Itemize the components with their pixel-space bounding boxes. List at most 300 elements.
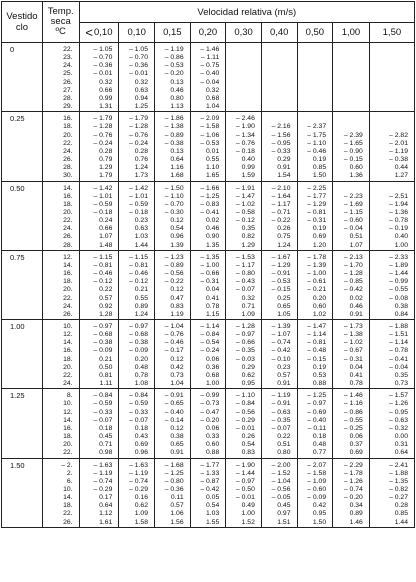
pmv-value: 0.00	[394, 433, 408, 441]
pmv-value: – 0.99	[200, 392, 220, 400]
pmv-value: 0.28	[99, 147, 113, 155]
pmv-value: 1.73	[134, 172, 148, 180]
pmv-value: – 2.37	[307, 123, 327, 131]
pmv-value: – 1.90	[235, 123, 255, 131]
pmv-value: 0.35	[394, 371, 408, 379]
pmv-value: 1.25	[134, 103, 148, 111]
pmv-value: 0.28	[134, 147, 148, 155]
pmv-value: 0.35	[241, 225, 255, 233]
pmv-column	[155, 112, 191, 181]
pmv-value: – 1.28	[93, 123, 113, 131]
pmv-value: – 0.20	[200, 416, 220, 424]
pmv-value: – 0.63	[389, 416, 408, 424]
pmv-value: 1.54	[277, 172, 291, 180]
pmv-value: 0.01	[206, 147, 220, 155]
pmv-value: – 0.41	[389, 355, 408, 363]
pmv-value: – 0.08	[389, 294, 408, 302]
pmv-column	[369, 458, 414, 527]
pmv-value: 0.31	[394, 441, 408, 449]
pmv-value: – 0.36	[129, 62, 148, 70]
pmv-value: 0.69	[349, 449, 363, 457]
pmv-value: 1.29	[241, 241, 255, 249]
pmv-value: – 1.28	[343, 270, 363, 278]
speed-header: 0,15	[155, 23, 191, 43]
pmv-value: – 0.47	[200, 408, 220, 416]
clo-value: 1.25	[2, 389, 43, 458]
pmv-value: – 0.22	[271, 217, 291, 225]
pmv-column	[155, 181, 191, 250]
pmv-value: 0.49	[241, 502, 255, 510]
temperature-value: 22.	[63, 449, 73, 457]
pmv-value: 0.12	[170, 217, 184, 225]
pmv-value: – 0.56	[235, 408, 255, 416]
pmv-value: – 1.50	[164, 184, 184, 192]
pmv-value: 1.68	[170, 172, 184, 180]
pmv-value: 0.36	[206, 363, 220, 371]
pmv-value: 1.79	[99, 172, 113, 180]
pmv-value: 1.48	[99, 241, 113, 249]
pmv-value: 0.04	[206, 286, 220, 294]
pmv-value: 0.18	[134, 424, 148, 432]
pmv-value: – 2.46	[235, 115, 255, 123]
temperature-value: 14.	[63, 416, 73, 424]
pmv-value: – 0.95	[271, 139, 291, 147]
pmv-value: – 1.02	[343, 339, 363, 347]
pmv-value: – 1.00	[307, 270, 327, 278]
pmv-value: 0.85	[312, 164, 327, 172]
pmv-value: 0.65	[170, 441, 184, 449]
pmv-value: – 0.31	[307, 217, 327, 225]
pmv-value: – 0.40	[200, 70, 220, 78]
pmv-value: 1.11	[99, 380, 113, 388]
pmv-value: – 2.09	[200, 115, 220, 123]
temperature-value: 8.	[66, 392, 73, 400]
pmv-value: – 0.40	[164, 408, 184, 416]
pmv-value: – 0.33	[271, 147, 291, 155]
temperature-value: 16.	[63, 347, 73, 355]
pmv-value: – 0.91	[271, 400, 291, 408]
pmv-value: – 2.51	[389, 192, 408, 200]
clo-group-row	[2, 181, 415, 250]
pmv-value: – 0.90	[343, 147, 363, 155]
pmv-value: – 1.04	[271, 477, 291, 485]
pmv-value: – 1.90	[235, 461, 255, 469]
pmv-value: 0.83	[170, 302, 184, 310]
temp-header: Temp. seca ºC	[42, 2, 79, 43]
pmv-value: 0.68	[206, 371, 220, 379]
pmv-value: – 0.46	[307, 147, 327, 155]
temperature-value: 18.	[63, 123, 73, 131]
pmv-value: 0.88	[206, 449, 220, 457]
pmv-value: 0.13	[170, 147, 184, 155]
pmv-column	[119, 181, 155, 250]
pmv-value: – 1.19	[93, 469, 113, 477]
temperature-value: 14.	[63, 261, 73, 269]
temperature-value: 10.	[63, 323, 73, 330]
pmv-value: – 0.36	[93, 62, 113, 70]
pmv-value: – 0.95	[389, 408, 408, 416]
pmv-column	[226, 250, 262, 319]
pmv-value: 0.99	[99, 94, 113, 102]
pmv-value: 0.91	[277, 380, 291, 388]
temperature-value: 18.	[63, 278, 73, 286]
pmv-value: – 1.28	[129, 123, 148, 131]
pmv-value: – 0.74	[343, 485, 363, 493]
pmv-value: 0.46	[170, 86, 184, 94]
pmv-value: 0.46	[206, 225, 220, 233]
pmv-value: 0.57	[277, 371, 291, 379]
pmv-value: – 1.78	[343, 469, 363, 477]
pmv-value: 1.28	[99, 310, 113, 318]
pmv-value: – 1.01	[129, 192, 148, 200]
pmv-value: – 0.46	[129, 270, 148, 278]
temperature-value: 18.	[63, 200, 73, 208]
pmv-value: – 1.23	[164, 253, 184, 261]
pmv-value: 1.58	[134, 518, 148, 526]
pmv-column	[333, 458, 370, 527]
pmv-value: – 1.14	[307, 331, 327, 339]
pmv-value: – 0.56	[271, 485, 291, 493]
pmv-value: 0.83	[241, 449, 255, 457]
pmv-value: – 1.35	[200, 253, 220, 261]
pmv-column	[155, 250, 191, 319]
pmv-value: – 2.25	[307, 184, 327, 192]
pmv-value: 0.44	[394, 164, 408, 172]
pmv-value: – 1.19	[164, 46, 184, 53]
pmv-value: 0.29	[241, 363, 255, 371]
pmv-value: 0.23	[134, 217, 148, 225]
pmv-value: – 0.73	[200, 400, 220, 408]
pmv-value: 0.95	[312, 510, 327, 518]
pmv-value: 0.46	[349, 302, 363, 310]
pmv-value: – 1.11	[200, 54, 220, 62]
pmv-value: – 0.22	[164, 278, 184, 286]
pmv-value: – 0.15	[343, 156, 363, 164]
pmv-column	[333, 320, 370, 389]
pmv-value: 1.19	[170, 310, 184, 318]
pmv-value: – 1.63	[129, 461, 148, 469]
pmv-value: – 0.65	[164, 400, 184, 408]
pmv-column	[190, 458, 226, 527]
pmv-value: – 1.19	[129, 469, 148, 477]
pmv-column	[119, 389, 155, 458]
pmv-value: – 0.18	[93, 208, 113, 216]
pmv-value: – 2.10	[271, 184, 291, 192]
speed-header: 0,30	[226, 23, 262, 43]
pmv-column	[333, 112, 370, 181]
speed-header: <0,10	[79, 23, 119, 43]
temperature-value: 16.	[63, 270, 73, 278]
pmv-value: – 0.59	[93, 200, 113, 208]
pmv-value: 0.92	[99, 302, 113, 310]
pmv-value: – 0.84	[129, 392, 148, 400]
pmv-value: 1.07	[349, 241, 363, 249]
pmv-value: – 0.86	[343, 408, 363, 416]
pmv-value: – 1.88	[389, 323, 408, 330]
pmv-column	[333, 43, 370, 112]
pmv-value: – 0.97	[93, 323, 113, 330]
pmv-value: – 1.44	[235, 469, 255, 477]
clo-value: 0.25	[2, 112, 43, 181]
pmv-value: – 0.91	[271, 270, 291, 278]
pmv-value: – 1.17	[235, 261, 255, 269]
pmv-column	[369, 389, 414, 458]
pmv-value: 0.22	[99, 286, 113, 294]
pmv-value: – 1.77	[200, 461, 220, 469]
pmv-value: 0.29	[277, 156, 291, 164]
pmv-value: – 0.20	[343, 494, 363, 502]
temperature-value: 12.	[63, 331, 73, 339]
temperature-value: 22.	[63, 139, 73, 147]
pmv-value: 0.13	[170, 78, 184, 86]
pmv-value: 0.06	[349, 433, 363, 441]
pmv-column	[261, 458, 297, 527]
pmv-value: – 0.20	[164, 70, 184, 78]
pmv-value: – 0.42	[343, 286, 363, 294]
temperature-value: 22.	[63, 46, 73, 53]
pmv-value: – 1.10	[164, 192, 184, 200]
pmv-value: – 0.01	[93, 70, 113, 78]
pmv-value: – 0.04	[200, 78, 220, 86]
pmv-value: 1.46	[349, 518, 363, 526]
pmv-value: – 0.15	[307, 355, 327, 363]
pmv-value: – 0.31	[200, 278, 220, 286]
pmv-value: – 1.25	[164, 469, 184, 477]
pmv-value: – 1.52	[271, 469, 291, 477]
temperature-value: 28.	[63, 241, 73, 249]
pmv-value: – 0.89	[164, 261, 184, 269]
pmv-value: – 0.97	[307, 400, 327, 408]
pmv-value: 0.94	[134, 94, 148, 102]
clo-group-row	[2, 43, 415, 112]
pmv-value: – 1.79	[129, 115, 148, 123]
pmv-value: 0.63	[134, 86, 148, 94]
pmv-value: – 0.03	[235, 355, 255, 363]
pmv-column	[226, 389, 262, 458]
pmv-value: – 1.77	[307, 192, 327, 200]
temperature-value: 22.	[63, 371, 73, 379]
pmv-value: – 0.87	[200, 477, 220, 485]
pmv-value: – 1.26	[389, 400, 408, 408]
pmv-value: 0.85	[394, 510, 408, 518]
pmv-value: 0.21	[99, 355, 113, 363]
temperature-value: 10.	[63, 400, 73, 408]
pmv-value: – 0.70	[93, 54, 113, 62]
pmv-value: 0.69	[134, 441, 148, 449]
pmv-value: 1.24	[277, 241, 291, 249]
clo-value: 1.00	[2, 320, 43, 389]
pmv-value: – 0.24	[200, 347, 220, 355]
temperature-value: 10.	[63, 485, 73, 493]
pmv-column	[369, 112, 414, 181]
pmv-value: – 0.80	[164, 477, 184, 485]
pmv-value: – 1.19	[271, 392, 291, 400]
pmv-value: – 1.10	[307, 139, 327, 147]
pmv-value: – 0.67	[343, 347, 363, 355]
pmv-value: – 1.35	[389, 477, 408, 485]
pmv-value: – 0.18	[235, 147, 255, 155]
pmv-value: – 0.30	[164, 208, 184, 216]
pmv-value: 1.35	[206, 241, 220, 249]
pmv-column	[297, 389, 333, 458]
pmv-value: 0.21	[134, 286, 148, 294]
pmv-value: 0.02	[349, 294, 363, 302]
pmv-value: 1.06	[170, 510, 184, 518]
pmv-value: 0.19	[312, 156, 327, 164]
pmv-value: 0.42	[312, 502, 327, 510]
pmv-value: – 0.61	[307, 278, 327, 286]
pmv-value: – 0.74	[129, 477, 148, 485]
pmv-column	[79, 320, 119, 389]
pmv-value: – 0.27	[389, 494, 408, 502]
pmv-value: 0.54	[241, 441, 255, 449]
pmv-value: 1.09	[134, 510, 148, 518]
pmv-value: 0.32	[99, 78, 113, 86]
pmv-value: 1.13	[170, 103, 184, 111]
pmv-value: – 0.59	[93, 400, 113, 408]
pmv-value: 1.02	[312, 310, 327, 318]
pmv-value: – 1.42	[93, 184, 113, 192]
pmv-value: – 0.29	[93, 485, 113, 493]
pmv-value: – 0.07	[235, 286, 255, 294]
pmv-value: 0.04	[349, 363, 363, 371]
pmv-value: – 1.16	[343, 400, 363, 408]
pmv-value: – 1.09	[307, 477, 327, 485]
pmv-value: – 0.80	[235, 270, 255, 278]
table-body	[2, 43, 415, 528]
temperature-column	[42, 181, 79, 250]
pmv-value: – 0.48	[307, 347, 327, 355]
pmv-value: – 1.57	[389, 392, 408, 400]
temperature-value: 18.	[63, 502, 73, 510]
pmv-value: – 0.53	[164, 62, 184, 70]
pmv-value: 1.39	[170, 241, 184, 249]
pmv-value: – 0.89	[164, 131, 184, 139]
pmv-value: 1.24	[134, 310, 148, 318]
pmv-value: – 1.15	[129, 253, 148, 261]
pmv-value: 0.45	[99, 433, 113, 441]
pmv-value: – 0.09	[307, 494, 327, 502]
pmv-value: – 1.07	[271, 331, 291, 339]
pmv-value: – 1.47	[235, 192, 255, 200]
pmv-value: 0.26	[277, 225, 291, 233]
pmv-value: – 0.42	[200, 485, 220, 493]
pmv-value: – 0.84	[235, 400, 255, 408]
speed-header: 0,40	[261, 23, 297, 43]
pmv-value: – 1.06	[200, 131, 220, 139]
temperature-value: 16.	[63, 115, 73, 123]
pmv-value: 0.24	[99, 217, 113, 225]
pmv-value: 1.55	[206, 518, 220, 526]
temperature-value: 20.	[63, 363, 73, 371]
pmv-column	[119, 43, 155, 112]
pmv-value	[333, 123, 363, 131]
pmv-value: – 0.24	[129, 139, 148, 147]
pmv-value: – 0.55	[343, 416, 363, 424]
pmv-value: – 0.42	[271, 347, 291, 355]
pmv-value: – 0.25	[343, 424, 363, 432]
pmv-value: 1.03	[206, 510, 220, 518]
pmv-value: – 1.94	[389, 200, 408, 208]
pmv-value: 0.20	[312, 294, 327, 302]
pmv-value: – 0.66	[235, 339, 255, 347]
pmv-value: 1.00	[206, 380, 220, 388]
pmv-value: 0.43	[134, 433, 148, 441]
pmv-value: 0.62	[241, 371, 255, 379]
pmv-value: 1.44	[134, 241, 148, 249]
pmv-value: 0.41	[349, 371, 363, 379]
pmv-value: – 0.12	[129, 278, 148, 286]
pmv-value: – 0.59	[129, 200, 148, 208]
pmv-value: – 0.29	[129, 485, 148, 493]
pmv-value: 0.73	[394, 380, 408, 388]
clo-value: 1.50	[2, 458, 43, 527]
pmv-value: 0.91	[349, 310, 363, 318]
pmv-value: – 0.81	[307, 208, 327, 216]
pmv-value: 0.89	[349, 510, 363, 518]
pmv-value: – 1.25	[307, 392, 327, 400]
pmv-value: – 2.39	[343, 131, 363, 139]
pmv-value: 0.80	[170, 94, 184, 102]
speed-header: 1,00	[333, 23, 370, 43]
pmv-value: 0.12	[170, 424, 184, 432]
pmv-value: 0.60	[312, 302, 327, 310]
pmv-value: 1.31	[99, 103, 113, 111]
pmv-value: – 0.76	[93, 131, 113, 139]
velocity-header: Velocidad relativa (m/s)	[79, 2, 414, 23]
pmv-value: – 1.15	[343, 208, 363, 216]
pmv-value: – 1.36	[389, 208, 408, 216]
pmv-value: – 1.44	[389, 270, 408, 278]
pmv-value: – 0.74	[93, 477, 113, 485]
pmv-value: 0.23	[277, 363, 291, 371]
temperature-value: 20.	[63, 131, 73, 139]
pmv-value: 0.82	[241, 233, 255, 241]
pmv-value: – 1.02	[235, 200, 255, 208]
pmv-column	[333, 181, 370, 250]
pmv-value: – 1.19	[389, 147, 408, 155]
pmv-value: – 1.65	[343, 139, 363, 147]
pmv-value: 0.06	[206, 424, 220, 432]
pmv-column	[79, 112, 119, 181]
pmv-value: 0.54	[170, 225, 184, 233]
pmv-value: – 2.01	[389, 139, 408, 147]
clo-group-row	[2, 389, 415, 458]
pmv-value: – 1.56	[271, 131, 291, 139]
pmv-value: 1.50	[312, 172, 327, 180]
pmv-value: 0.38	[170, 433, 184, 441]
pmv-column	[155, 43, 191, 112]
pmv-value: – 0.32	[389, 424, 408, 432]
temperature-value: 24.	[63, 147, 73, 155]
pmv-value: – 1.46	[343, 392, 363, 400]
pmv-value: 1.24	[134, 164, 148, 172]
less-than-symbol: <	[85, 25, 93, 40]
pmv-value: 0.91	[277, 164, 291, 172]
pmv-value: – 0.63	[271, 408, 291, 416]
pmv-value: 0.81	[99, 371, 113, 379]
pmv-value: 0.73	[170, 371, 184, 379]
pmv-value: 0.41	[206, 294, 220, 302]
pmv-value: – 1.58	[200, 123, 220, 131]
pmv-value: – 1.63	[93, 461, 113, 469]
pmv-value: 1.04	[206, 103, 220, 111]
pmv-value: – 1.00	[200, 261, 220, 269]
pmv-value: 1.12	[99, 510, 113, 518]
pmv-column	[226, 112, 262, 181]
pmv-column	[369, 181, 414, 250]
pmv-table	[1, 1, 415, 528]
